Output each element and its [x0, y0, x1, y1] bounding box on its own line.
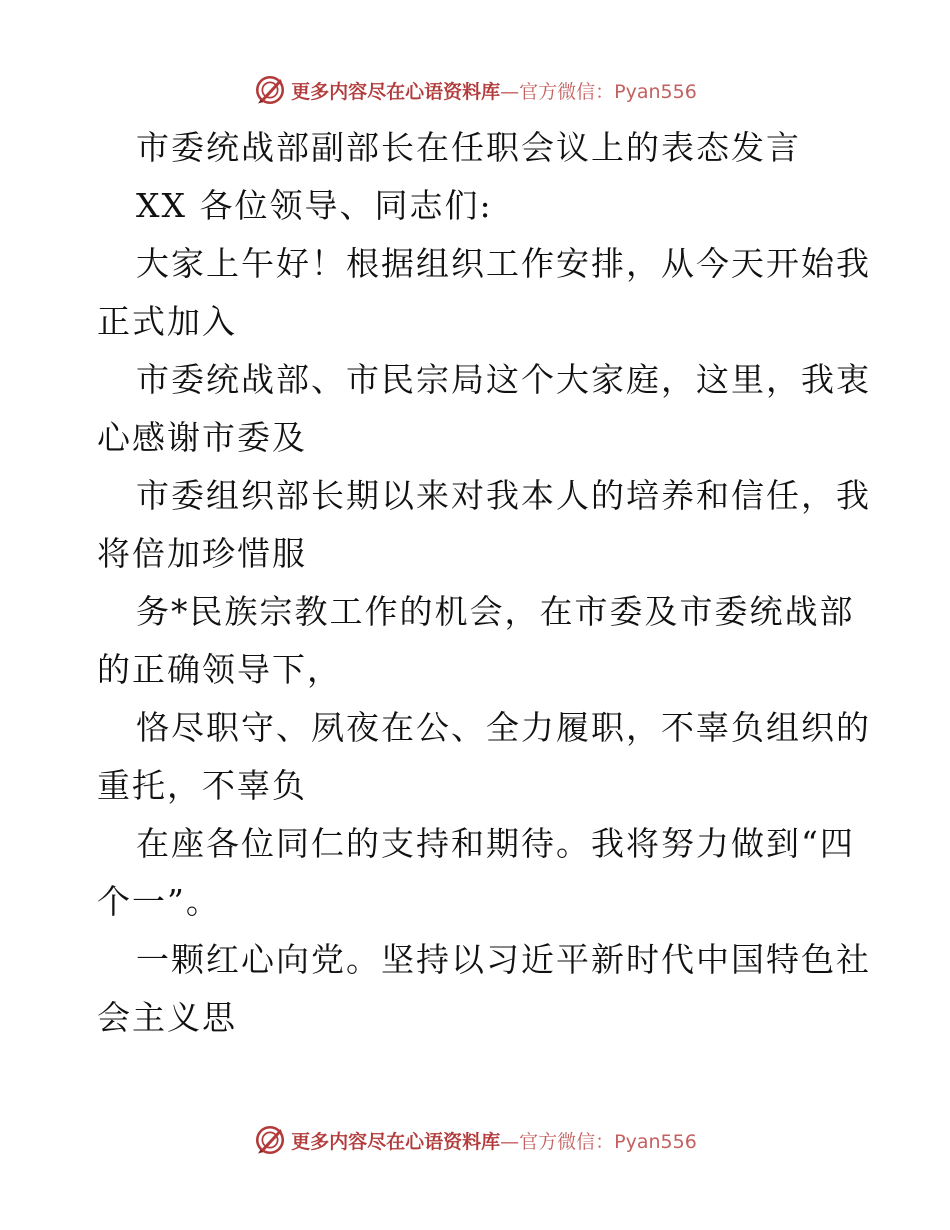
paragraph-line: 恪尽职守、夙夜在公、全力履职，不辜负组织的: [136, 708, 871, 747]
banner-separator: —: [500, 1130, 520, 1153]
paragraph-line: 心感谢市委及: [97, 418, 307, 457]
paragraph-line: 的正确领导下，: [97, 650, 342, 689]
paragraph-line: 将倍加珍惜服: [97, 534, 307, 573]
banner-main-text: 更多内容尽在心语资料库: [291, 1130, 501, 1153]
paragraph-line: 正式加入: [97, 302, 237, 341]
paragraph-line: 在座各位同仁的支持和期待。我将努力做到“四: [136, 824, 855, 863]
document-title: 市委统战部副部长在任职会议上的表态发言: [136, 128, 801, 167]
paragraph-line: 市委统战部、市民宗局这个大家庭，这里，我衷: [136, 360, 871, 399]
paragraph-line: 一颗红心向党。坚持以习近平新时代中国特色社: [136, 940, 871, 979]
paragraph-line: 会主义思: [97, 998, 237, 1037]
footer-banner: [0, 1120, 950, 1160]
paragraph-line: 重托，不辜负: [97, 766, 307, 805]
paragraph-line: 大家上午好！根据组织工作安排，从今天开始我: [136, 244, 871, 283]
paragraph-line: 个一”。: [97, 882, 221, 921]
paragraph-line: 务*民族宗教工作的机会，在市委及市委统战部: [136, 592, 855, 631]
pen-quill-icon: [253, 1123, 287, 1157]
salutation: XX 各位领导、同志们:: [136, 186, 493, 225]
banner-wechat-text: 官方微信：Pyan556: [519, 1130, 697, 1153]
banner-separator: —: [500, 80, 520, 103]
paragraph-line: 市委组织部长期以来对我本人的培养和信任，我: [136, 476, 871, 515]
banner-main-text: 更多内容尽在心语资料库: [291, 80, 501, 103]
footer-banner-text: [291, 1127, 697, 1154]
banner-wechat-text: 官方微信：Pyan556: [519, 80, 697, 103]
